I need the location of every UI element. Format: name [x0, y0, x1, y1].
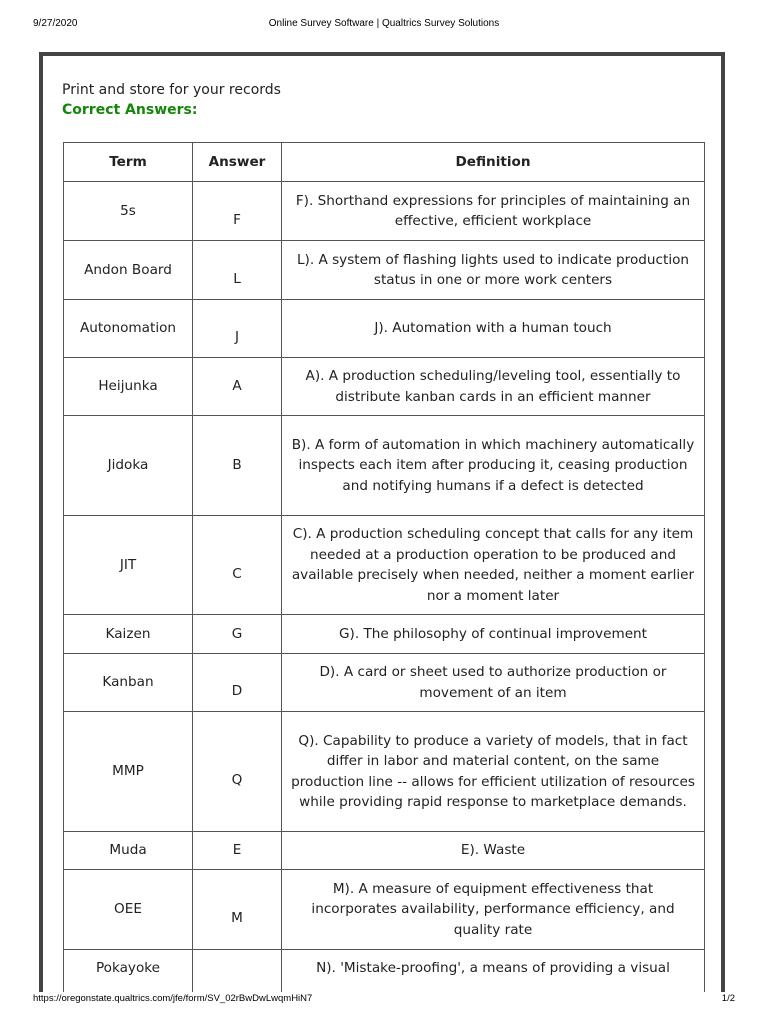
definition-cell: M). A measure of equipment effectiveness that incorporates availability, performance efficiency, and quality rate — [282, 870, 705, 950]
answer-cell: D — [193, 654, 282, 712]
definition-cell: D). A card or sheet used to authorize production or movement of an item — [282, 654, 705, 712]
print-footer — [0, 990, 768, 1010]
print-url: https://oregonstate.qualtrics.com/jfe/form/SV_02rBwDwLwqmHiN7 — [33, 993, 313, 1004]
column-header-term: Term — [64, 143, 193, 182]
survey-results-card — [39, 52, 725, 992]
answer-cell: G — [193, 615, 282, 654]
term-cell: Jidoka — [64, 416, 193, 516]
table-row — [64, 654, 705, 712]
answer-cell: L — [193, 241, 282, 300]
table-row — [64, 832, 705, 870]
term-cell: MMP — [64, 712, 193, 832]
intro-block — [62, 80, 281, 120]
answer-cell: C — [193, 516, 282, 615]
correct-answers-label: Correct Answers: — [62, 102, 198, 118]
table-row — [64, 516, 705, 615]
answer-cell: E — [193, 832, 282, 870]
table-row — [64, 870, 705, 950]
definition-cell: F). Shorthand expressions for principles of maintaining an effective, efficient workplace — [282, 182, 705, 241]
column-header-answer: Answer — [193, 143, 282, 182]
table-row — [64, 300, 705, 358]
answer-cell: F — [193, 182, 282, 241]
page-number: 1/2 — [721, 993, 735, 1004]
term-cell: 5s — [64, 182, 193, 241]
term-cell: Muda — [64, 832, 193, 870]
term-cell: Kaizen — [64, 615, 193, 654]
definition-cell: A). A production scheduling/leveling tool, essentially to distribute kanban cards in an efficient manner — [282, 358, 705, 416]
answer-cell: A — [193, 358, 282, 416]
definition-cell: L). A system of flashing lights used to indicate production status in one or more work centers — [282, 241, 705, 300]
term-cell: Pokayoke — [64, 950, 193, 993]
answer-cell — [193, 950, 282, 993]
definition-cell: E). Waste — [282, 832, 705, 870]
term-cell: Autonomation — [64, 300, 193, 358]
definition-cell: B). A form of automation in which machinery automatically inspects each item after producing it, ceasing production and notifying humans if a defect is detected — [282, 416, 705, 516]
term-cell: OEE — [64, 870, 193, 950]
print-header — [0, 0, 768, 44]
definition-cell: J). Automation with a human touch — [282, 300, 705, 358]
answer-cell: J — [193, 300, 282, 358]
answer-cell: M — [193, 870, 282, 950]
table-row — [64, 950, 705, 993]
answers-table — [63, 142, 705, 992]
table-header-row — [64, 143, 705, 182]
table-row — [64, 712, 705, 832]
table-row — [64, 416, 705, 516]
table-row — [64, 182, 705, 241]
table-row — [64, 358, 705, 416]
answer-cell: B — [193, 416, 282, 516]
print-page-title: Online Survey Software | Qualtrics Survey Solutions — [268, 18, 500, 29]
print-instructions: Print and store for your records — [62, 82, 281, 98]
term-cell: JIT — [64, 516, 193, 615]
definition-cell: N). 'Mistake-proofing', a means of providing a visual — [282, 950, 705, 993]
print-date: 9/27/2020 — [33, 18, 78, 29]
table-row — [64, 241, 705, 300]
definition-cell: G). The philosophy of continual improvement — [282, 615, 705, 654]
definition-cell: C). A production scheduling concept that calls for any item needed at a production operation to be produced and available precisely when needed, neither a moment earlier nor a moment later — [282, 516, 705, 615]
term-cell: Kanban — [64, 654, 193, 712]
term-cell: Andon Board — [64, 241, 193, 300]
answer-cell: Q — [193, 712, 282, 832]
column-header-definition: Definition — [282, 143, 705, 182]
definition-cell: Q). Capability to produce a variety of models, that in fact differ in labor and material content, on the same production line -- allows for efficient utilization of resources while providing rapid response to marketplace demands. — [282, 712, 705, 832]
table-row — [64, 615, 705, 654]
term-cell: Heijunka — [64, 358, 193, 416]
